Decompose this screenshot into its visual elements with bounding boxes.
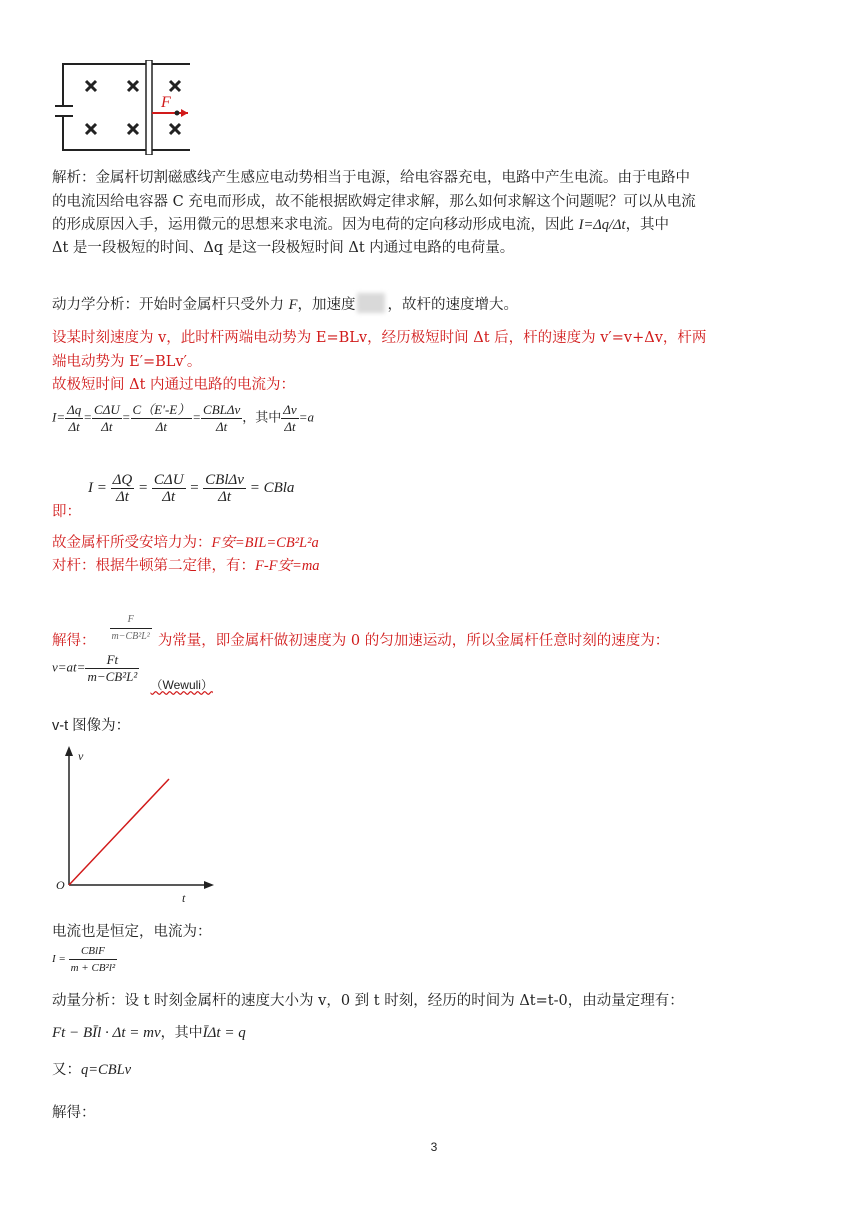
solve-text: 为常量，即金属杆做初速度为 0 的匀加速运动，所以金属杆任意时刻的速度为： (157, 633, 670, 649)
red-line-2: 端电动势为 E′=BLv′。 (52, 354, 202, 370)
blurred-formula (357, 293, 385, 313)
wewuli-tag: （Wewuli） (150, 678, 213, 693)
analysis-line-4: Δt 是一段极短的时间、Δq 是这一段极短时间 Δt 内通过电路的电荷量。 (52, 240, 515, 256)
ampere-force-text: 故金属杆所受安培力为： (52, 535, 212, 551)
newton-eq: F-F安=ma (255, 558, 320, 574)
current-line: 电流也是恒定，电流为： (52, 924, 212, 940)
momentum-line: 动量分析：设 t 时刻金属杆的速度大小为 v，0 到 t 时刻，经历的时间为 Δt=t-0，由动量定理有： (52, 993, 684, 1009)
eq3-den: m−CB²L² (87, 669, 138, 684)
dynamics-suffix: ，故杆的速度增大。 (387, 297, 518, 313)
momentum-eq2: ĪΔt = q (202, 1025, 246, 1041)
eq1-frac5-num: Δv (283, 402, 297, 417)
eq2-frac2-den: Δt (162, 489, 176, 505)
analysis-line-3d: ，其中 (625, 217, 670, 233)
newton-line (52, 554, 320, 578)
vt-title (52, 714, 130, 738)
eq4-I: I = (52, 953, 66, 966)
analysis-line-3a: 的形成原因入手，运用微元的思想来求电流。 (52, 217, 342, 233)
eq3-lhs: v=at= (52, 659, 86, 675)
eq1-frac4-den: Δt (216, 419, 228, 434)
eq1-frac1-num: Δq (67, 402, 82, 417)
dynamics-prefix: 动力学分析：开始时金属杆只受外力 (52, 297, 284, 313)
eq1-frac4-num: CBLΔv (203, 402, 241, 417)
t-axis-label: t (182, 891, 186, 905)
vt-line (69, 779, 169, 885)
eq2-frac2-num: CΔU (153, 472, 184, 488)
eq4-den: m + CB²l² (70, 962, 116, 974)
solve-frac-den: m−CB²L² (111, 631, 150, 642)
vt-graph (52, 742, 222, 907)
vt-title-text: v-t 图像为： (52, 718, 131, 734)
eq1-I: I= (52, 409, 66, 425)
eq1-frac1-den: Δt (68, 419, 80, 434)
dynamics-line (52, 293, 518, 317)
eq3-num: Ft (85, 652, 139, 669)
red-line-3: 故极短时间 Δt 内通过电路的电流为： (52, 377, 296, 393)
you-label: 又： (52, 1062, 81, 1078)
eq1-tail: =a (298, 409, 314, 425)
circuit-figure (55, 60, 195, 155)
momentum-eq: Ft − BĪl · Δt = mv (52, 1025, 161, 1041)
you-eq: q=CBLv (81, 1062, 132, 1078)
ampere-force-eq: F安=BIL=CB²L²a (211, 535, 319, 551)
newton-text: 对杆：根据牛顿第二定律，有： (52, 558, 255, 574)
velocity-equation (52, 652, 213, 693)
eq4-num: CBlF (69, 943, 118, 960)
solve-frac-num: F (110, 612, 152, 629)
eq1-frac2-num: CΔU (94, 402, 120, 417)
solve-line (52, 612, 669, 653)
eq1-frac3-den: Δt (155, 419, 167, 434)
eq2-frac3-num: CBlΔv (205, 472, 244, 488)
eq2-frac1-den: Δt (115, 489, 129, 505)
force-label: F (161, 94, 171, 111)
momentum-equation (52, 1022, 246, 1042)
eq1-frac5-den: Δt (284, 419, 296, 434)
you-line (52, 1058, 131, 1082)
momentum-qizhong: ，其中 (160, 1025, 203, 1041)
eq2-frac3-den: Δt (218, 489, 232, 505)
solve-label: 解得： (52, 633, 96, 649)
eq2-frac1-num: ΔQ (112, 472, 133, 488)
current-equation-3 (52, 943, 117, 976)
eq2-I: I = (88, 479, 107, 496)
current-equation-1: I= $\frac{\Delta q}{\Delta t}$ = $\frac{\text{CΔU}}{\Delta t}$ = $\frac{C(E'-E)}{\Delta t}$ = $\frac{\text{CBLΔv}}{\Delta t}$ ，其中 $\frac{\Delta v}{\Delta t}$ =a (52, 402, 314, 434)
eq2-tail: = CBla (249, 479, 295, 496)
red-line-1: 设某时刻速度为 v，此时杆两端电动势为 E=BLv，经历极短时间 Δt 后，杆的速度为 v′=v+Δv，杆两 (52, 330, 707, 346)
dynamics-force: F (288, 297, 298, 313)
eq1-frac3-num: C（E′-E） (132, 402, 191, 417)
analysis-line-3 (52, 213, 669, 237)
analysis-line-3b: 因为电荷的定向移动形成电流，因此 (342, 217, 574, 233)
dynamics-mid: ，加速度 (297, 297, 356, 313)
analysis-line-1: 解析：金属杆切割磁感线产生感应电动势相当于电源，给电容器充电，电路中产生电流。由于电路中 (52, 170, 690, 186)
page-number: 3 (430, 1140, 438, 1154)
jiede-line: 解得： (52, 1105, 96, 1121)
ampere-force-line (52, 531, 319, 555)
current-definition: I=Δq/Δt (578, 217, 626, 233)
eq1-frac2-den: Δt (101, 419, 113, 434)
eq1-qizhong: ，其中 (242, 410, 282, 426)
eq2-label: 即： (52, 504, 81, 520)
current-equation-2: I = $\frac{\Delta Q}{\Delta t}$ = $\frac{\text{CΔU}}{\Delta t}$ = $\frac{\text{CBlΔv}}{\Delta t}$ = CBla (88, 472, 295, 505)
origin-label: O (56, 878, 65, 892)
v-axis-label: v (78, 749, 84, 763)
analysis-line-2: 的电流因给电容器 C 充电而形成，故不能根据欧姆定律求解，那么如何求解这个问题呢？可以从电流 (52, 194, 696, 210)
